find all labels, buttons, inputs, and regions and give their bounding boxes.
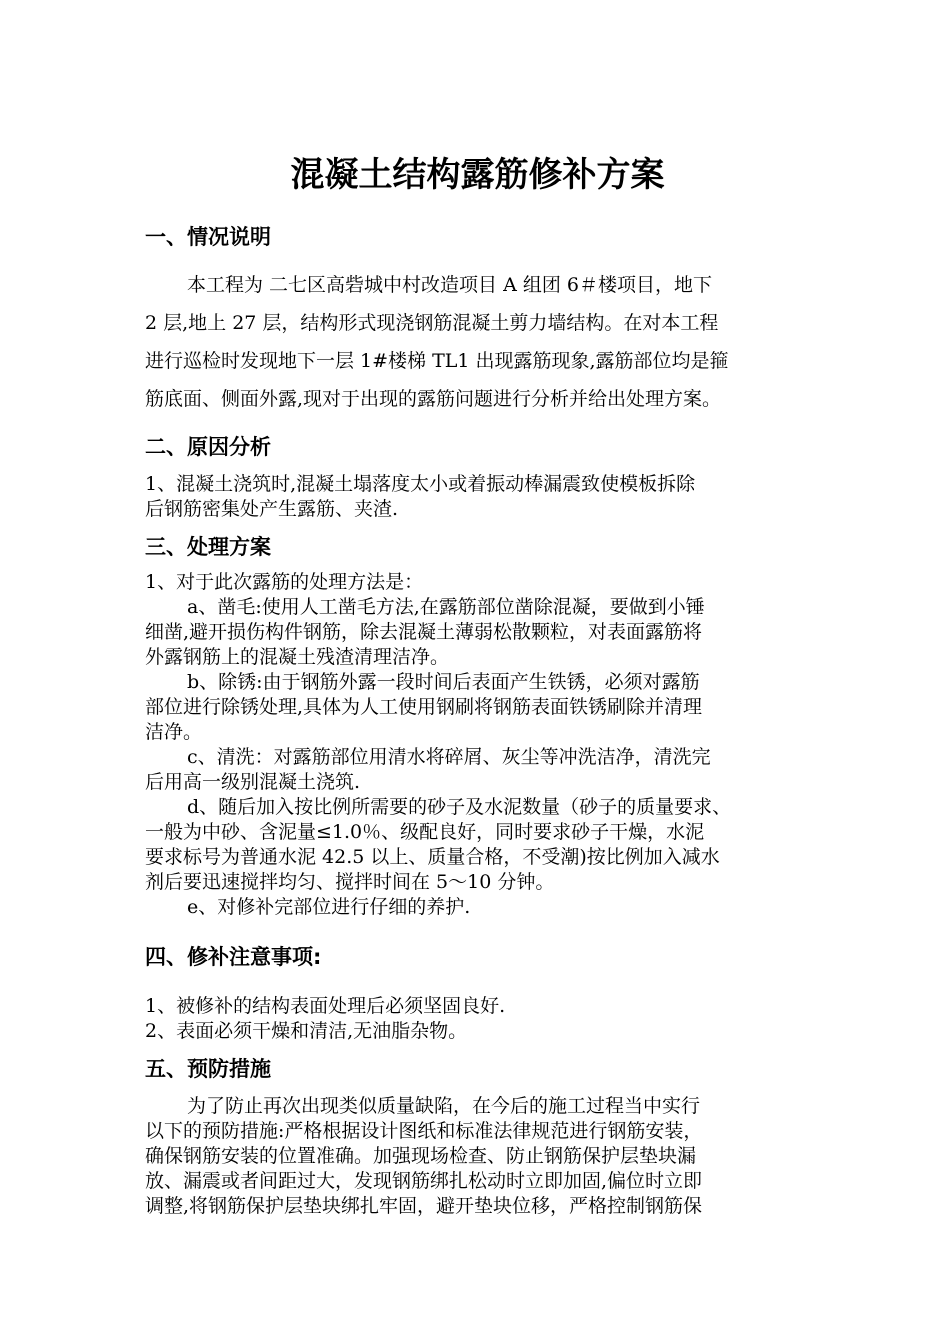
document-page: [145, 0, 810, 1344]
paragraph-line: 2、表面必须干燥和清洁,无油脂杂物。: [145, 1020, 468, 1042]
paragraph-line: 剂后要迅速搅拌均匀、搅拌时间在 5～10 分钟。: [145, 871, 555, 893]
section-body-situation: [145, 266, 810, 418]
section-heading-cause: 二、原因分析: [145, 435, 271, 459]
section-body-treatment: [145, 570, 810, 920]
paragraph-line: e、对修补完部位进行仔细的养护.: [187, 896, 471, 918]
paragraph-line: 为了防止再次出现类似质量缺陷，在今后的施工过程当中实行: [187, 1095, 701, 1117]
section-body-notes: [145, 994, 810, 1044]
paragraph-line: 洁净。: [145, 721, 203, 743]
section-heading-notes: 四、修补注意事项:: [145, 945, 322, 969]
paragraph-line: 确保钢筋安装的位置准确。加强现场检查、防止钢筋保护层垫块漏: [145, 1145, 697, 1167]
paragraph-line: 进行巡检时发现地下一层 1#楼梯 TL1 出现露筋现象,露筋部位均是箍: [145, 350, 729, 372]
paragraph-line: 2 层,地上 27 层，结构形式现浇钢筋混凝土剪力墙结构。在对本工程: [145, 312, 719, 334]
paragraph-line: b、除锈:由于钢筋外露一段时间后表面产生铁锈，必须对露筋: [187, 671, 700, 693]
paragraph-line: 1、对于此次露筋的处理方法是：: [145, 571, 424, 593]
paragraph-line: c、清洗：对露筋部位用清水将碎屑、灰尘等冲洗洁净，清洗完: [187, 746, 711, 768]
paragraph-line: 筋底面、侧面外露,现对于出现的露筋问题进行分析并给出处理方案。: [145, 388, 722, 410]
paragraph-line: 后钢筋密集处产生露筋、夹渣.: [145, 498, 399, 520]
paragraph-line: a、凿毛:使用人工凿毛方法,在露筋部位凿除混凝，要做到小锤: [187, 596, 705, 618]
section-heading-situation: 一、情况说明: [145, 225, 271, 249]
paragraph-line: 以下的预防措施:严格根据设计图纸和标准法律规范进行钢筋安装，: [145, 1120, 703, 1142]
paragraph-line: d、随后加入按比例所需要的砂子及水泥数量（砂子的质量要求、: [187, 796, 732, 818]
paragraph-line: 部位进行除锈处理,具体为人工使用钢刷将钢筋表面铁锈刷除并清理: [145, 696, 703, 718]
paragraph-line: 本工程为 二七区高砦城中村改造项目 A 组团 6＃楼项目，地下: [187, 274, 712, 296]
paragraph-line: 细凿,避开损伤构件钢筋，除去混凝土薄弱松散颗粒，对表面露筋将: [145, 621, 703, 643]
paragraph-line: 调整,将钢筋保护层垫块绑扎牢固，避开垫块位移，严格控制钢筋保: [145, 1195, 703, 1217]
section-heading-prevention: 五、预防措施: [145, 1057, 271, 1081]
paragraph-line: 放、漏震或者间距过大，发现钢筋绑扎松动时立即加固,偏位时立即: [145, 1170, 703, 1192]
paragraph-line: 1、被修补的结构表面处理后必须坚固良好.: [145, 995, 506, 1017]
paragraph-line: 后用高一级别混凝土浇筑.: [145, 771, 361, 793]
section-body-prevention: [145, 1094, 810, 1219]
paragraph-line: 1、混凝土浇筑时,混凝土塌落度太小或着振动棒漏震致使模板拆除: [145, 473, 696, 495]
paragraph-line: 要求标号为普通水泥 42.5 以上、质量合格，不受潮)按比例加入减水: [145, 846, 720, 868]
document-title: 混凝土结构露筋修补方案: [290, 155, 665, 195]
paragraph-line: 外露钢筋上的混凝土残渣清理洁净。: [145, 646, 450, 668]
section-heading-treatment: 三、处理方案: [145, 535, 271, 559]
section-body-cause: [145, 472, 810, 522]
paragraph-line: 一般为中砂、含泥量≤1.0％、级配良好，同时要求砂子干燥，水泥: [145, 821, 705, 843]
